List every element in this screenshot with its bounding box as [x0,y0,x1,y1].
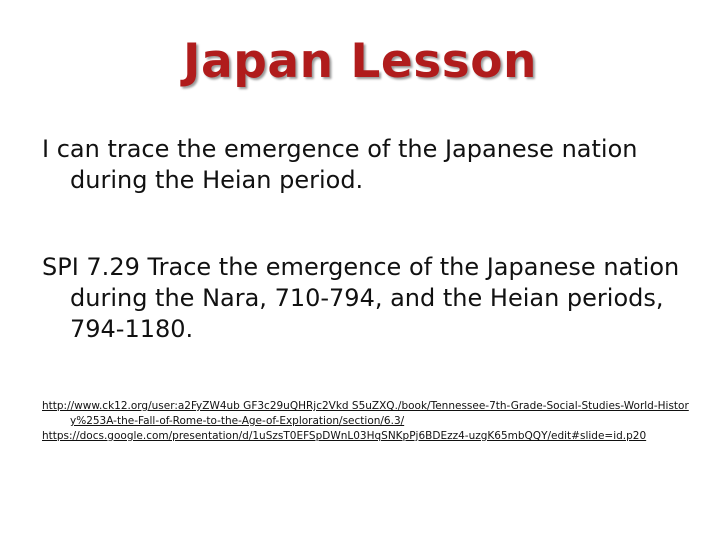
reference-link-google-slides[interactable]: https://docs.google.com/presentation/d/1uSzsT0EFSpDWnL03HqSNKpPj6BDEzz4-uzgK65mbQQY/edit#slide=id.p20 [42,430,647,442]
standard-text: SPI 7.29 Trace the emergence of the Japanese nation during the Nara, 710-794, and the Heian periods, 794-1180. [42,253,680,343]
reference-link-ck12[interactable]: http://www.ck12.org/user:a2FyZW4ub GF3c29uQHRjc2Vkd S5uZXQ./book/Tennessee-7th-Grade-Social-Studies-World-History%253A-the-Fall-of-Rome-to-the-Age-of-Exploration/section/6.3/ [42,400,689,427]
learning-objective: I can trace the emergence of the Japanese nation during the Heian period. [42,135,638,194]
slide-title: Japan Lesson [183,34,537,89]
reference-links [42,399,692,444]
